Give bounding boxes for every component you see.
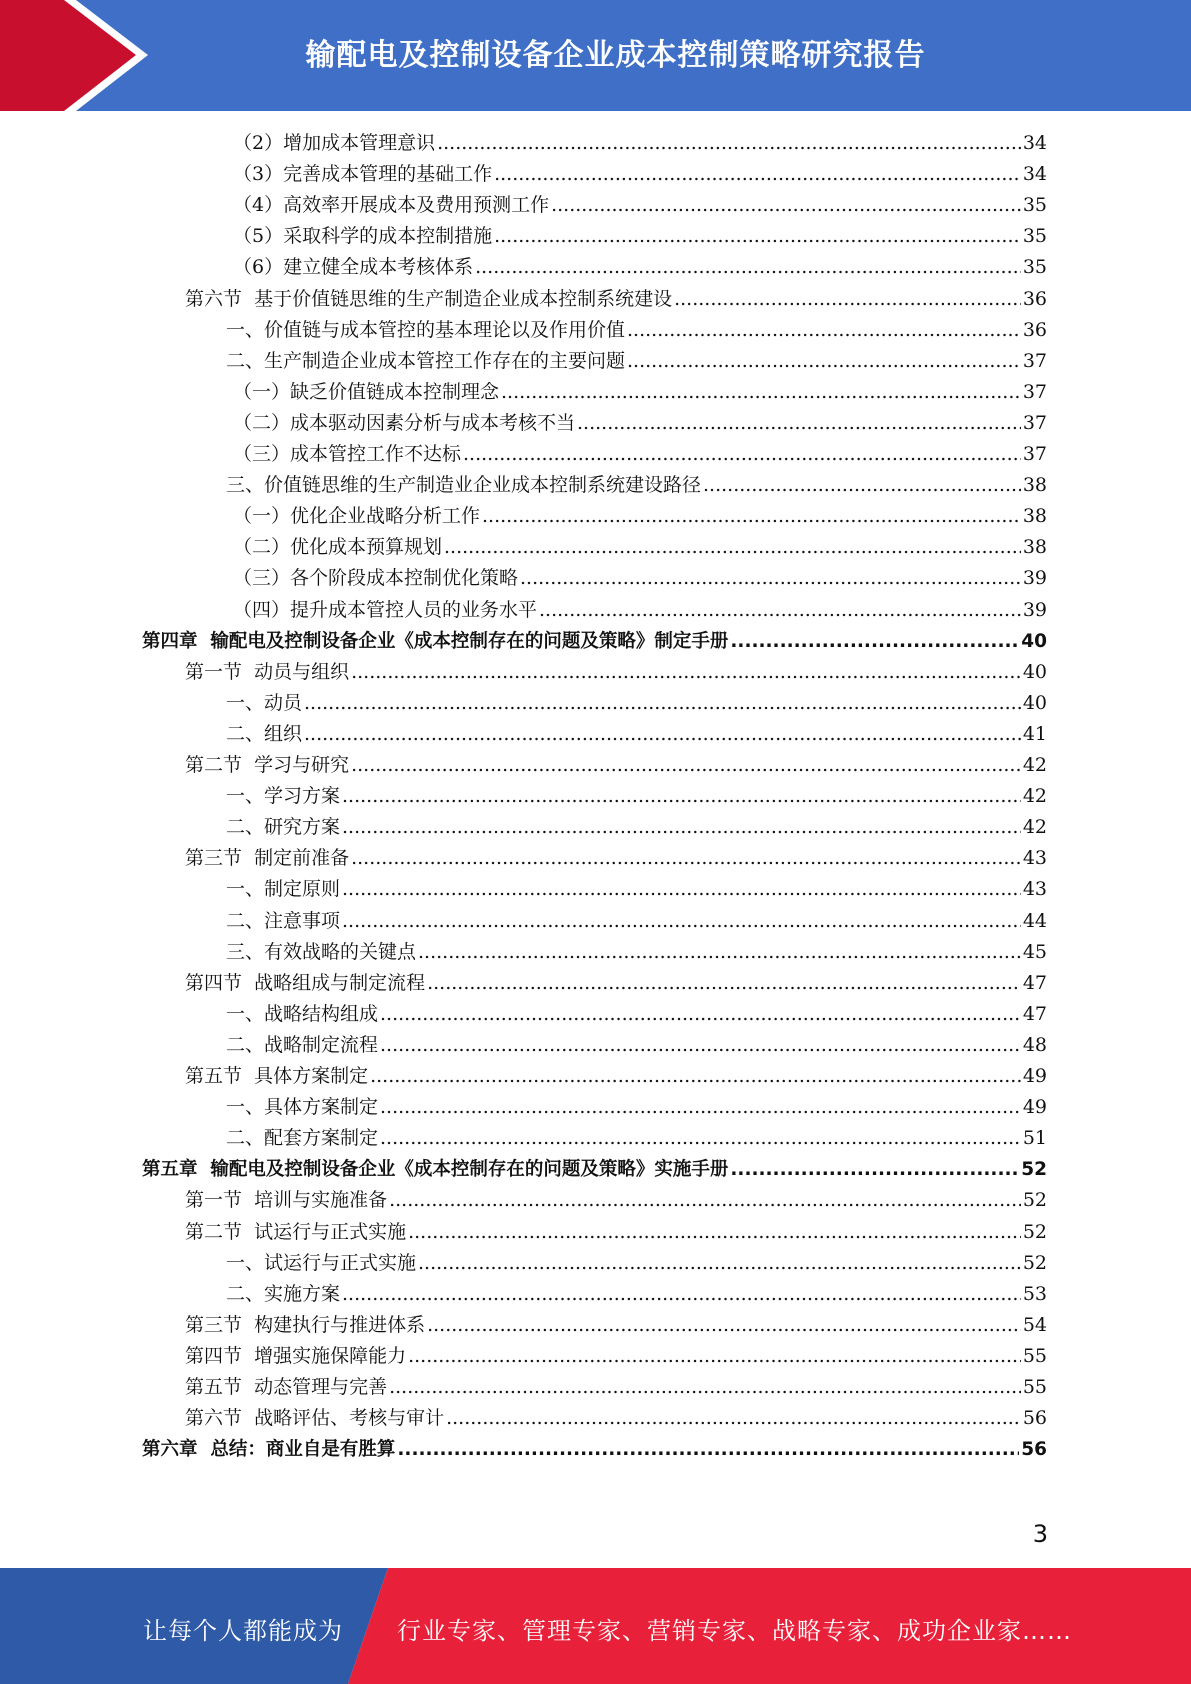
toc-page-number: 56 [1022,1407,1047,1430]
toc-dot-leader [380,1092,1021,1123]
toc-page-number: 54 [1022,1313,1047,1336]
toc-subsection-entry[interactable] [226,470,1047,501]
toc-entry-title: 二、战略制定流程 [226,1033,379,1056]
toc-dot-leader [351,750,1021,781]
footer-slogan-right: 行业专家、管理专家、营销专家、战略专家、成功企业家…… [397,1617,1072,1645]
toc-subsection-entry[interactable] [233,532,1047,563]
toc-dot-leader [427,968,1021,999]
toc-dot-leader [444,532,1021,563]
toc-dot-leader [446,1403,1021,1434]
toc-page-number: 45 [1022,940,1047,963]
toc-dot-leader [418,937,1021,968]
toc-page-number: 40 [1022,660,1047,683]
toc-page-number: 47 [1022,1002,1047,1025]
page-footer [0,1568,1191,1684]
toc-chapter-entry[interactable] [142,1154,1047,1185]
toc-subsection-entry[interactable] [226,812,1047,843]
toc-page-number: 44 [1022,909,1047,932]
toc-section-entry[interactable] [185,284,1047,315]
toc-page-number: 39 [1022,567,1047,590]
toc-dot-leader [482,501,1021,532]
toc-dot-leader [627,346,1021,377]
toc-entry-title: 一、试运行与正式实施 [226,1251,417,1274]
toc-page-number: 39 [1022,598,1047,621]
toc-page-number: 36 [1022,318,1047,341]
document-title: 输配电及控制设备企业成本控制策略研究报告 [305,38,926,73]
toc-subsection-entry[interactable] [233,252,1047,283]
toc-dot-leader [463,439,1021,470]
toc-entry-title: 三、有效战略的关键点 [226,940,417,963]
toc-entry-title: （一）优化企业战略分析工作 [233,505,481,528]
toc-subsection-entry[interactable] [226,315,1047,346]
toc-subsection-entry[interactable] [226,1123,1047,1154]
toc-page-number: 42 [1022,816,1047,839]
page-number: 3 [1032,1520,1048,1548]
toc-dot-leader [577,408,1021,439]
toc-page-number: 55 [1022,1344,1047,1367]
toc-entry-title: 第三节 制定前准备 [185,847,350,870]
toc-page-number: 38 [1022,474,1047,497]
toc-subsection-entry[interactable] [233,595,1047,626]
toc-page-number: 35 [1022,194,1047,217]
toc-entry-title: 第四章 输配电及控制设备企业《成本控制存在的问题及策略》制定手册 [142,630,729,652]
toc-section-entry[interactable] [185,1310,1047,1341]
toc-entry-title: （5）采取科学的成本控制措施 [233,225,493,248]
toc-subsection-entry[interactable] [226,688,1047,719]
toc-dot-leader [418,1248,1021,1279]
toc-subsection-entry[interactable] [233,159,1047,190]
toc-chapter-entry[interactable] [142,626,1047,657]
toc-page-number: 47 [1022,971,1047,994]
toc-section-entry[interactable] [185,657,1047,688]
toc-subsection-entry[interactable] [226,1092,1047,1123]
toc-page-number: 52 [1022,1189,1047,1212]
toc-dot-leader [380,999,1021,1030]
toc-subsection-entry[interactable] [226,1030,1047,1061]
toc-subsection-entry[interactable] [226,1248,1047,1279]
toc-entry-title: 第二节 试运行与正式实施 [185,1220,407,1243]
toc-page-number: 42 [1022,785,1047,808]
toc-page-number: 40 [1021,630,1047,652]
toc-chapter-entry[interactable] [142,1434,1047,1465]
toc-dot-leader [551,190,1021,221]
toc-entry-title: 第一节 动员与组织 [185,660,350,683]
toc-entry-title: 第六节 基于价值链思维的生产制造企业成本控制系统建设 [185,287,673,310]
toc-dot-leader [389,1372,1021,1403]
toc-dot-leader [342,906,1021,937]
toc-page-number: 35 [1022,256,1047,279]
toc-page-number: 37 [1022,443,1047,465]
toc-dot-leader [351,657,1021,688]
toc-dot-leader [475,252,1021,283]
toc-dot-leader [408,1217,1021,1248]
toc-dot-leader [437,128,1021,159]
toc-page-number: 35 [1022,225,1047,248]
toc-section-entry[interactable] [185,968,1047,999]
toc-subsection-entry[interactable] [233,439,1047,470]
toc-dot-leader [380,1123,1021,1154]
toc-dot-leader [304,688,1021,719]
toc-entry-title: 一、动员 [226,691,303,714]
toc-page-number: 52 [1021,1159,1047,1181]
footer-slogan-left: 让每个人都能成为 [143,1617,343,1645]
toc-entry-title: 第四节 增强实施保障能力 [185,1344,407,1367]
toc-page-number: 52 [1022,1251,1047,1274]
toc-entry-title: 第六章 总结：商业自是有胜算 [142,1439,396,1461]
toc-section-entry[interactable] [185,1341,1047,1372]
toc-subsection-entry[interactable] [233,190,1047,221]
toc-dot-leader [539,595,1021,626]
toc-page-number: 55 [1022,1376,1047,1398]
toc-page-number: 41 [1022,722,1047,745]
toc-dot-leader [730,1154,1019,1185]
toc-subsection-entry[interactable] [233,128,1047,159]
toc-entry-title: 第六节 战略评估、考核与审计 [185,1407,445,1430]
toc-dot-leader [370,1061,1021,1092]
toc-page-number: 38 [1022,536,1047,559]
toc-page-number: 37 [1022,349,1047,372]
toc-page-number: 53 [1022,1282,1047,1305]
toc-entry-title: 一、具体方案制定 [226,1096,379,1119]
toc-entry-title: 二、研究方案 [226,816,341,839]
toc-subsection-entry[interactable] [226,781,1047,812]
toc-entry-title: （2）增加成本管理意识 [233,132,436,154]
toc-dot-leader [494,159,1021,190]
toc-dot-leader [520,563,1021,594]
toc-section-entry[interactable] [185,1185,1047,1216]
toc-entry-title: 二、配套方案制定 [226,1127,379,1150]
toc-entry-title: （四）提升成本管控人员的业务水平 [233,598,538,621]
toc-page-number: 49 [1022,1065,1047,1087]
toc-page-number: 43 [1022,878,1047,901]
page-header [0,0,1191,111]
toc-page-number: 42 [1022,754,1047,776]
toc-entry-title: 二、注意事项 [226,909,341,932]
toc-dot-leader [342,874,1021,905]
toc-entry-title: （三）各个阶段成本控制优化策略 [233,567,519,590]
toc-subsection-entry[interactable] [233,501,1047,532]
toc-subsection-entry[interactable] [226,999,1047,1030]
toc-dot-leader [703,470,1021,501]
toc-entry-title: 二、实施方案 [226,1282,341,1305]
toc-entry-title: （6）建立健全成本考核体系 [233,256,474,279]
toc-page-number: 51 [1022,1127,1047,1150]
toc-dot-leader [427,1310,1021,1341]
toc-subsection-entry[interactable] [233,563,1047,594]
toc-entry-title: 三、价值链思维的生产制造业企业成本控制系统建设路径 [226,474,702,497]
toc-entry-title: （二）成本驱动因素分析与成本考核不当 [233,411,576,434]
toc-dot-leader [501,377,1021,408]
toc-page-number: 34 [1022,163,1047,186]
toc-entry-title: 一、制定原则 [226,878,341,901]
toc-page-number: 56 [1021,1439,1047,1461]
toc-entry-title: 二、组织 [226,722,303,745]
toc-entry-title: 第五节 动态管理与完善 [185,1376,388,1398]
toc-subsection-entry[interactable] [226,719,1047,750]
toc-dot-leader [397,1434,1019,1465]
toc-section-entry[interactable] [185,1372,1047,1403]
toc-dot-leader [342,781,1021,812]
toc-section-entry[interactable] [185,1061,1047,1092]
toc-page-number: 43 [1022,847,1047,870]
toc-dot-leader [304,719,1021,750]
toc-page-number: 52 [1022,1220,1047,1243]
toc-section-entry[interactable] [185,1217,1047,1248]
toc-subsection-entry[interactable] [226,906,1047,937]
toc-page-number: 34 [1022,132,1047,154]
toc-dot-leader [730,626,1019,657]
toc-dot-leader [389,1185,1021,1216]
toc-entry-title: 第三节 构建执行与推进体系 [185,1313,426,1336]
toc-section-entry[interactable] [185,843,1047,874]
toc-page-number: 38 [1022,505,1047,528]
toc-entry-title: 二、生产制造企业成本管控工作存在的主要问题 [226,349,626,372]
toc-dot-leader [674,284,1021,315]
toc-entry-title: 第二节 学习与研究 [185,754,350,776]
toc-subsection-entry[interactable] [226,937,1047,968]
toc-page-number: 49 [1022,1096,1047,1119]
toc-page-number: 40 [1022,691,1047,714]
toc-entry-title: （4）高效率开展成本及费用预测工作 [233,194,550,217]
toc-entry-title: 一、战略结构组成 [226,1002,379,1025]
toc-entry-title: 第四节 战略组成与制定流程 [185,971,426,994]
toc-dot-leader [627,315,1021,346]
toc-entry-title: 一、学习方案 [226,785,341,808]
toc-dot-leader [408,1341,1021,1372]
toc-page-number: 48 [1022,1033,1047,1056]
toc-entry-title: （一）缺乏价值链成本控制理念 [233,380,500,403]
toc-entry-title: 第一节 培训与实施准备 [185,1189,388,1212]
toc-dot-leader [494,221,1021,252]
toc-dot-leader [351,843,1021,874]
toc-section-entry[interactable] [185,750,1047,781]
toc-entry-title: （3）完善成本管理的基础工作 [233,163,493,186]
toc-subsection-entry[interactable] [226,1279,1047,1310]
toc-subsection-entry[interactable] [226,346,1047,377]
toc-page-number: 36 [1022,287,1047,310]
toc-dot-leader [380,1030,1021,1061]
toc-subsection-entry[interactable] [233,408,1047,439]
toc-section-entry[interactable] [185,1403,1047,1434]
toc-entry-title: （三）成本管控工作不达标 [233,443,462,465]
toc-subsection-entry[interactable] [233,377,1047,408]
toc-entry-title: 第五章 输配电及控制设备企业《成本控制存在的问题及策略》实施手册 [142,1159,729,1181]
toc-entry-title: 第五节 具体方案制定 [185,1065,369,1087]
toc-page-number: 37 [1022,411,1047,434]
toc-subsection-entry[interactable] [233,221,1047,252]
toc-dot-leader [342,812,1021,843]
toc-entry-title: （二）优化成本预算规划 [233,536,443,559]
toc-dot-leader [342,1279,1021,1310]
toc-subsection-entry[interactable] [226,874,1047,905]
toc-page-number: 37 [1022,380,1047,403]
toc-entry-title: 一、价值链与成本管控的基本理论以及作用价值 [226,318,626,341]
